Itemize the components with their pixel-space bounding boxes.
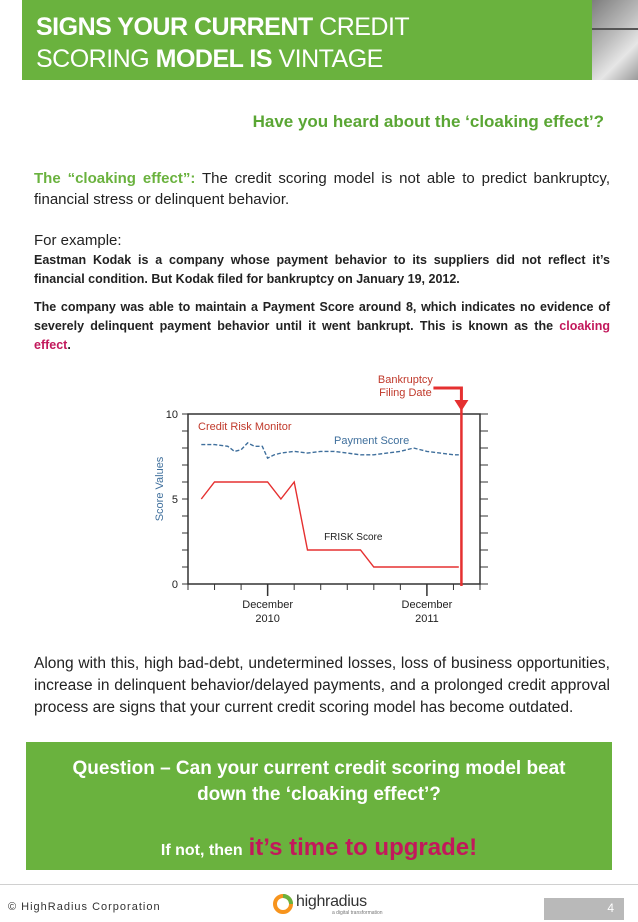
footer-divider <box>0 884 638 885</box>
y-axis-label: Score Values <box>154 456 166 522</box>
example-label: For example: <box>34 232 122 249</box>
question-line-2: down the ‘cloaking effect’? <box>197 784 441 805</box>
x-tick-label: December <box>401 599 453 611</box>
title-bold-1: SIGNS YOUR CURRENT <box>36 13 313 41</box>
bankruptcy-arrow-head-icon <box>454 400 468 411</box>
page-number: 4 <box>607 901 614 915</box>
upgrade-pre: If not, then <box>160 842 243 859</box>
chart-lines <box>201 388 468 586</box>
title-rest-2: VINTAGE <box>272 45 383 73</box>
highradius-logo-icon <box>272 890 296 918</box>
company-end: . <box>67 338 71 352</box>
example-text: Eastman Kodak is a company whose payment behavior to its suppliers did not reflect it’s financial condition. But Kodak filed for bankruptcy on January 19, 2012. <box>34 253 610 286</box>
series-line-frisk-score <box>201 482 459 567</box>
frisk-score-label: FRISK Score <box>324 532 383 543</box>
intro-text: The credit scoring model is not able to predict bankruptcy, financial stress or delinquent behavior. <box>34 170 610 208</box>
score-chart <box>0 360 638 635</box>
logo-wordmark: highradius <box>296 893 367 910</box>
x-tick-label-year: 2011 <box>415 613 439 625</box>
title-line-1 <box>36 13 409 41</box>
title-line-2 <box>36 45 383 73</box>
copyright-text: © HighRadius Corporation <box>8 901 161 913</box>
payment-score-label: Payment Score <box>334 435 410 447</box>
y-tick-label: 5 <box>171 494 178 506</box>
y-tick-label: 10 <box>165 409 178 421</box>
x-tick-label-year: 2010 <box>255 613 280 625</box>
header-photo <box>592 0 638 80</box>
chart-title: Credit Risk Monitor <box>198 421 292 433</box>
company-text: The company was able to maintain a Payment Score around 8, which indicates no evidence of severely delinquent payment behavior until it went bankrupt. This is known as the <box>34 300 610 333</box>
title-bold-2: MODEL IS <box>155 45 273 73</box>
title-rest-1: CREDIT <box>312 13 410 41</box>
page-number-box <box>544 898 624 920</box>
upgrade-highlight: it’s time to upgrade! <box>248 834 478 861</box>
series-line-payment-score <box>201 443 459 458</box>
x-tick-label: December <box>242 599 294 611</box>
title-pre-2: SCORING <box>36 45 156 73</box>
question-line-1: Question – Can your current credit scoring model beat <box>72 758 566 779</box>
annotation-line-1: Bankruptcy <box>377 374 433 386</box>
question-box <box>26 742 612 870</box>
cloaking-effect-text: cloaking effect <box>34 319 610 352</box>
intro-lead: The “cloaking effect”: <box>34 170 196 187</box>
conclusion-paragraph: Along with this, high bad-debt, undetermined losses, loss of business opportunities, increase in delinquent behavior/delayed payments, and a prolonged credit approval process are signs that your current credit scoring model has become outdated. <box>34 655 610 716</box>
annotation-line-2: Filing Date <box>379 387 432 399</box>
logo-tagline: a digital transformation <box>332 910 383 916</box>
intro-paragraph <box>34 168 610 210</box>
company-paragraph <box>34 298 610 355</box>
y-tick-label: 0 <box>171 579 178 591</box>
chart-labels <box>154 374 453 625</box>
subheading: Have you heard about the ‘cloaking effect’? <box>252 112 604 131</box>
upgrade-line <box>26 834 612 862</box>
